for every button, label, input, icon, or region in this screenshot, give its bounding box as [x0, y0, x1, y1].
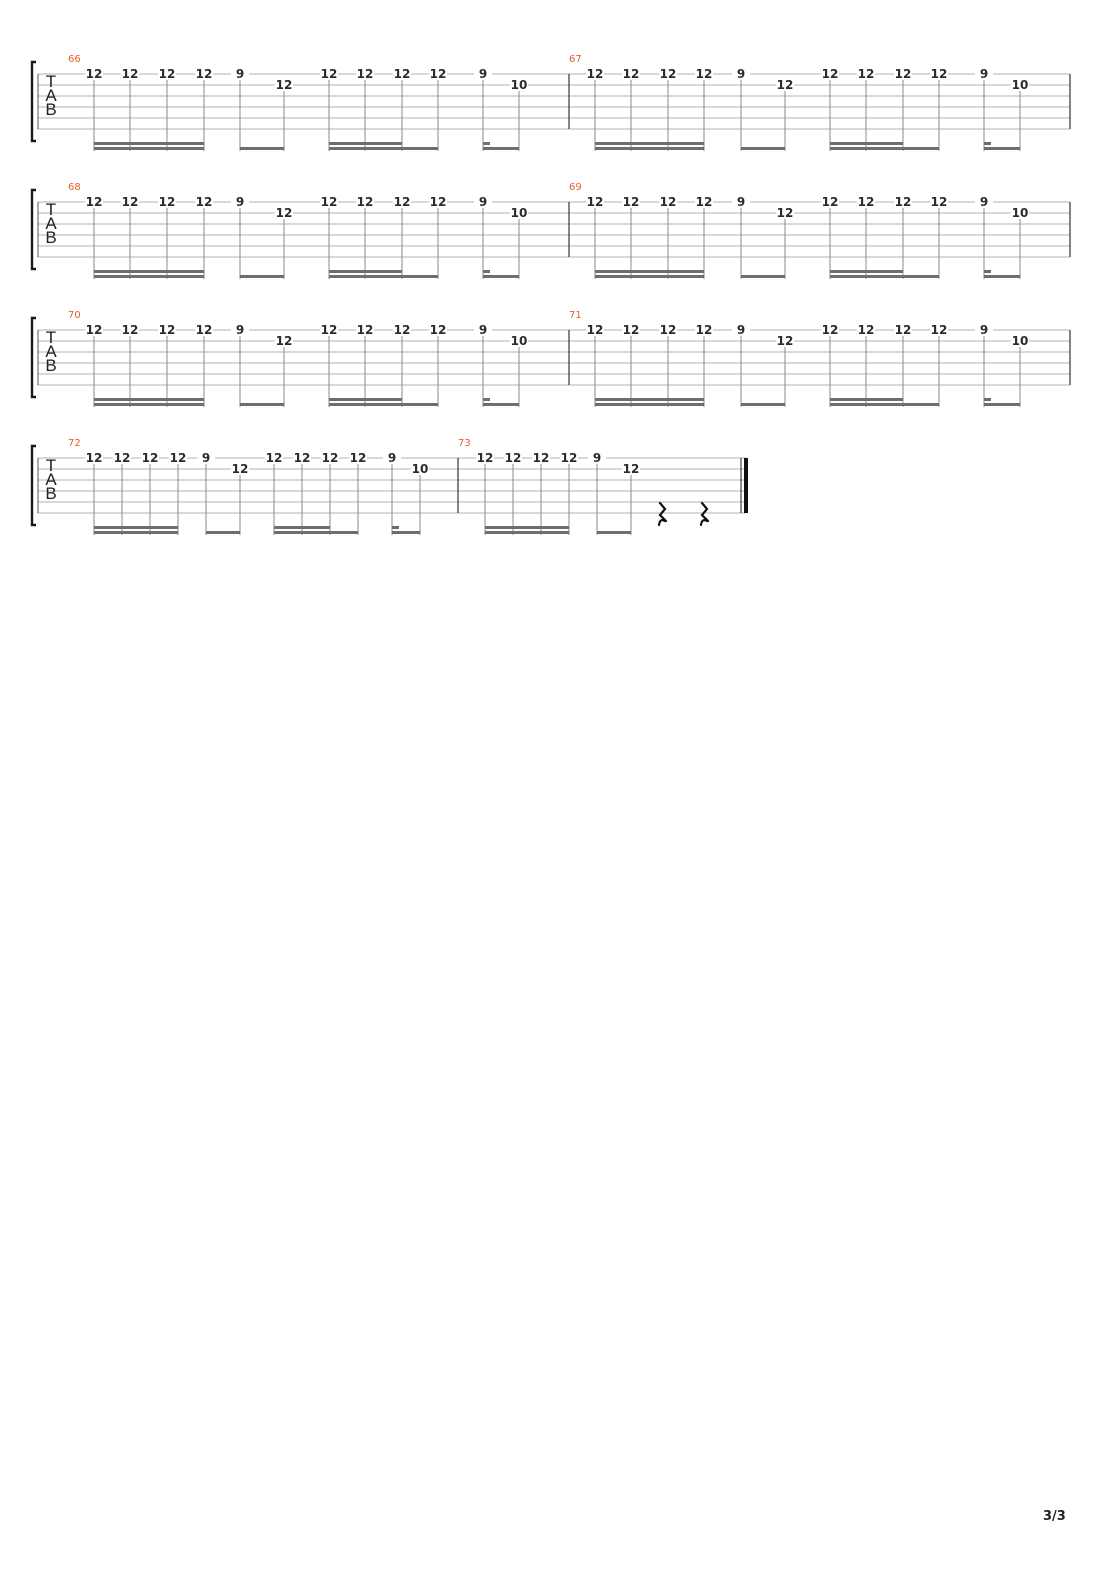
beam-secondary [94, 526, 178, 529]
fret-number: 12 [476, 451, 494, 465]
fret-number: 12 [195, 195, 213, 209]
fret-number: 9 [235, 67, 245, 81]
fret-number: 12 [141, 451, 159, 465]
beam-partial [392, 526, 399, 529]
fret-number: 12 [532, 451, 550, 465]
tab-clef-letter: T [45, 456, 57, 475]
fret-number: 12 [195, 323, 213, 337]
beam-primary [94, 531, 178, 534]
measure-number: 71 [569, 310, 582, 321]
fret-number: 12 [121, 323, 139, 337]
fret-number: 12 [85, 67, 103, 81]
system-bracket [32, 446, 36, 525]
beam-primary [274, 531, 358, 534]
measure-number: 67 [569, 54, 582, 65]
fret-number: 12 [85, 195, 103, 209]
beam-primary [329, 403, 438, 406]
beam-primary [240, 403, 284, 406]
fret-number: 12 [293, 451, 311, 465]
fret-number: 12 [320, 195, 338, 209]
tab-clef-letter: A [45, 214, 57, 233]
system-bracket [32, 318, 36, 397]
fret-number: 12 [622, 67, 640, 81]
fret-number: 10 [510, 78, 528, 92]
fret-number: 12 [393, 195, 411, 209]
beam-primary [485, 531, 569, 534]
measure-number: 69 [569, 182, 582, 193]
tab-clef-letter: T [45, 200, 57, 219]
fret-number: 9 [201, 451, 211, 465]
page-number: 3/3 [1043, 1509, 1066, 1524]
tab-clef-letter: A [45, 342, 57, 361]
fret-number: 12 [158, 323, 176, 337]
fret-number: 9 [592, 451, 602, 465]
fret-number: 12 [349, 451, 367, 465]
fret-number: 12 [695, 323, 713, 337]
fret-number: 12 [821, 67, 839, 81]
beam-partial [984, 142, 991, 145]
beam-primary [830, 147, 939, 150]
fret-number: 12 [169, 451, 187, 465]
fret-number: 12 [231, 462, 249, 476]
fret-number: 12 [265, 451, 283, 465]
fret-number: 9 [478, 67, 488, 81]
beam-secondary [595, 398, 704, 401]
beam-primary [741, 275, 785, 278]
beam-primary [984, 275, 1020, 278]
fret-number: 12 [894, 195, 912, 209]
beam-secondary [830, 142, 903, 145]
fret-number: 12 [586, 323, 604, 337]
fret-number: 12 [356, 67, 374, 81]
beam-primary [741, 147, 785, 150]
beam-partial [483, 142, 490, 145]
fret-number: 10 [510, 334, 528, 348]
fret-number: 12 [158, 67, 176, 81]
quarter-rest [701, 503, 708, 525]
fret-number: 9 [235, 323, 245, 337]
fret-number: 12 [320, 67, 338, 81]
fret-number: 12 [930, 195, 948, 209]
fret-number: 12 [776, 334, 794, 348]
beam-primary [94, 147, 204, 150]
beam-partial [483, 270, 490, 273]
fret-number: 9 [979, 67, 989, 81]
beam-primary [392, 531, 420, 534]
beam-primary [94, 403, 204, 406]
fret-number: 12 [894, 323, 912, 337]
fret-number: 12 [121, 195, 139, 209]
beam-primary [240, 147, 284, 150]
fret-number: 12 [560, 451, 578, 465]
fret-number: 12 [195, 67, 213, 81]
fret-number: 10 [1011, 334, 1029, 348]
fret-number: 12 [586, 67, 604, 81]
fret-number: 12 [429, 323, 447, 337]
fret-number: 12 [622, 323, 640, 337]
tab-clef-letter: T [45, 328, 57, 347]
fret-number: 12 [622, 462, 640, 476]
fret-number: 12 [85, 323, 103, 337]
tab-clef-letter: A [45, 470, 57, 489]
system-bracket [32, 190, 36, 269]
fret-number: 12 [622, 195, 640, 209]
quarter-rest [659, 503, 666, 525]
fret-number: 12 [695, 195, 713, 209]
beam-primary [240, 275, 284, 278]
measure-number: 73 [458, 438, 471, 449]
beam-primary [595, 275, 704, 278]
tab-clef-letter: A [45, 86, 57, 105]
measure-number: 72 [68, 438, 81, 449]
tab-clef-letter: T [45, 72, 57, 91]
beam-primary [595, 403, 704, 406]
beam-secondary [94, 398, 204, 401]
system-bracket [32, 62, 36, 141]
beam-secondary [94, 142, 204, 145]
measure-number: 66 [68, 54, 81, 65]
beam-primary [206, 531, 240, 534]
fret-number: 9 [478, 195, 488, 209]
beam-primary [483, 403, 519, 406]
fret-number: 12 [659, 323, 677, 337]
beam-partial [984, 270, 991, 273]
beam-primary [483, 147, 519, 150]
fret-number: 12 [275, 78, 293, 92]
fret-number: 12 [321, 451, 339, 465]
fret-number: 12 [659, 195, 677, 209]
beam-primary [984, 403, 1020, 406]
tab-clef-letter: B [45, 100, 57, 119]
fret-number: 12 [429, 67, 447, 81]
beam-secondary [329, 142, 402, 145]
fret-number: 10 [510, 206, 528, 220]
fret-number: 12 [393, 323, 411, 337]
fret-number: 12 [776, 78, 794, 92]
beam-primary [830, 403, 939, 406]
fret-number: 12 [320, 323, 338, 337]
fret-number: 12 [356, 195, 374, 209]
fret-number: 12 [429, 195, 447, 209]
fret-number: 9 [235, 195, 245, 209]
fret-number: 9 [979, 323, 989, 337]
fret-number: 12 [776, 206, 794, 220]
fret-number: 12 [930, 67, 948, 81]
fret-number: 12 [821, 195, 839, 209]
fret-number: 12 [857, 323, 875, 337]
fret-number: 12 [275, 206, 293, 220]
fret-number: 9 [979, 195, 989, 209]
fret-number: 12 [659, 67, 677, 81]
beam-primary [595, 147, 704, 150]
fret-number: 12 [821, 323, 839, 337]
fret-number: 9 [736, 323, 746, 337]
fret-number: 9 [387, 451, 397, 465]
fret-number: 9 [478, 323, 488, 337]
beam-primary [329, 147, 438, 150]
fret-number: 12 [894, 67, 912, 81]
measure-number: 70 [68, 310, 81, 321]
beam-secondary [595, 270, 704, 273]
fret-number: 12 [930, 323, 948, 337]
final-barline-thick [744, 458, 748, 513]
fret-number: 10 [1011, 78, 1029, 92]
fret-number: 12 [504, 451, 522, 465]
beam-partial [483, 398, 490, 401]
fret-number: 10 [411, 462, 429, 476]
fret-number: 12 [857, 195, 875, 209]
beam-secondary [329, 398, 402, 401]
beam-primary [329, 275, 438, 278]
beam-secondary [830, 270, 903, 273]
beam-secondary [830, 398, 903, 401]
fret-number: 12 [121, 67, 139, 81]
fret-number: 9 [736, 67, 746, 81]
beam-secondary [329, 270, 402, 273]
fret-number: 12 [85, 451, 103, 465]
beam-primary [984, 147, 1020, 150]
fret-number: 12 [695, 67, 713, 81]
fret-number: 12 [158, 195, 176, 209]
fret-number: 10 [1011, 206, 1029, 220]
fret-number: 12 [393, 67, 411, 81]
fret-number: 9 [736, 195, 746, 209]
tab-clef-letter: B [45, 228, 57, 247]
fret-number: 12 [275, 334, 293, 348]
fret-number: 12 [113, 451, 131, 465]
beam-secondary [485, 526, 569, 529]
beam-secondary [274, 526, 330, 529]
tab-clef-letter: B [45, 484, 57, 503]
fret-number: 12 [586, 195, 604, 209]
beam-secondary [94, 270, 204, 273]
beam-partial [984, 398, 991, 401]
beam-primary [741, 403, 785, 406]
beam-primary [94, 275, 204, 278]
beam-primary [483, 275, 519, 278]
fret-number: 12 [356, 323, 374, 337]
beam-primary [597, 531, 631, 534]
measure-number: 68 [68, 182, 81, 193]
beam-primary [830, 275, 939, 278]
beam-secondary [595, 142, 704, 145]
fret-number: 12 [857, 67, 875, 81]
tab-clef-letter: B [45, 356, 57, 375]
